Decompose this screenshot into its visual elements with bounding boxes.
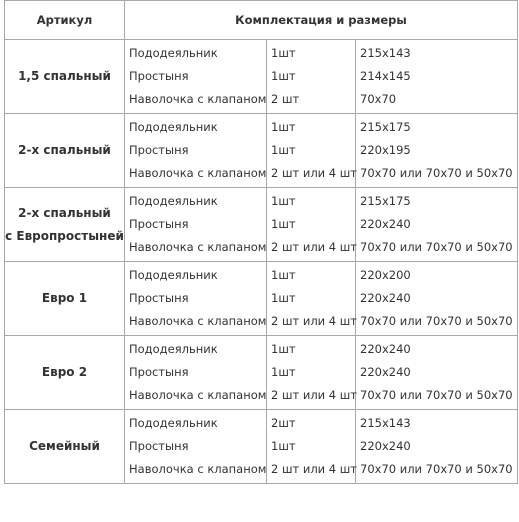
item-quantity-cell — [267, 262, 356, 336]
item-quantity-cell — [267, 114, 356, 188]
item-name-cell — [125, 188, 267, 262]
item-name: Наволочка с клапаном — [129, 388, 267, 402]
item-quantity: 1шт — [271, 439, 296, 453]
item-name: Пододеяльник — [129, 120, 218, 134]
item-size: 220х240 — [360, 217, 411, 231]
item-size: 220х240 — [360, 291, 411, 305]
item-quantity: 2 шт или 4 шт — [271, 462, 357, 476]
item-name-cell — [125, 262, 267, 336]
item-name: Простыня — [129, 143, 189, 157]
item-quantity: 2 шт — [271, 92, 300, 106]
article-name: с Европростыней — [5, 228, 124, 243]
article-name: Евро 1 — [41, 291, 88, 305]
item-quantity: 1шт — [271, 268, 296, 282]
item-quantity: 2 шт или 4 шт — [271, 240, 357, 254]
article-name: Семейный — [29, 439, 100, 453]
article-cell — [5, 262, 125, 336]
item-name: Пододеяльник — [129, 342, 218, 356]
bedding-size-table — [4, 0, 518, 484]
item-quantity: 1шт — [271, 120, 296, 134]
item-quantity: 2 шт или 4 шт — [271, 166, 357, 180]
item-quantity-cell — [267, 188, 356, 262]
item-size: 215х143 — [360, 46, 411, 60]
item-name-cell — [125, 114, 267, 188]
item-quantity: 2 шт или 4 шт — [271, 388, 357, 402]
item-name-cell — [125, 40, 267, 114]
table-row — [5, 114, 518, 188]
table-row — [5, 336, 518, 410]
item-size: 220х195 — [360, 143, 411, 157]
item-name: Пододеяльник — [129, 416, 218, 430]
table-row — [5, 262, 518, 336]
item-size-cell — [356, 188, 518, 262]
item-quantity: 1шт — [271, 365, 296, 379]
table-row — [5, 188, 518, 262]
article-name: 2-х спальный — [18, 205, 111, 220]
item-name-cell — [125, 336, 267, 410]
table-header-row — [5, 1, 518, 40]
article-name: 2-х спальный — [18, 143, 111, 157]
item-size-cell — [356, 40, 518, 114]
item-size: 70х70 или 70х70 и 50х70 — [360, 314, 513, 328]
item-size: 214х145 — [360, 69, 411, 83]
item-quantity: 1шт — [271, 194, 296, 208]
item-size-cell — [356, 410, 518, 484]
table-row — [5, 410, 518, 484]
item-name: Пододеяльник — [129, 46, 218, 60]
item-name: Простыня — [129, 291, 189, 305]
item-size: 70х70 или 70х70 и 50х70 — [360, 388, 513, 402]
item-quantity: 1шт — [271, 69, 296, 83]
item-size: 215х143 — [360, 416, 411, 430]
item-quantity-cell — [267, 336, 356, 410]
item-name: Пододеяльник — [129, 268, 218, 282]
item-name-cell — [125, 410, 267, 484]
item-size-cell — [356, 114, 518, 188]
article-cell — [5, 188, 125, 262]
item-size: 70х70 — [360, 92, 397, 106]
article-name: Евро 2 — [41, 365, 88, 379]
item-name: Пододеяльник — [129, 194, 218, 208]
article-cell — [5, 114, 125, 188]
item-size-cell — [356, 262, 518, 336]
item-size: 220х240 — [360, 342, 411, 356]
item-quantity: 1шт — [271, 143, 296, 157]
item-name: Наволочка с клапаном — [129, 92, 267, 106]
item-quantity: 1шт — [271, 217, 296, 231]
item-size: 220х240 — [360, 439, 411, 453]
item-quantity-cell — [267, 40, 356, 114]
item-size: 215х175 — [360, 194, 411, 208]
item-name: Простыня — [129, 69, 189, 83]
item-quantity: 2 шт или 4 шт — [271, 314, 357, 328]
item-size: 215х175 — [360, 120, 411, 134]
article-cell — [5, 336, 125, 410]
article-cell — [5, 410, 125, 484]
item-quantity: 1шт — [271, 342, 296, 356]
item-quantity: 2шт — [271, 416, 296, 430]
article-cell — [5, 40, 125, 114]
item-quantity: 1шт — [271, 291, 296, 305]
item-quantity-cell — [267, 410, 356, 484]
header-article: Артикул — [5, 1, 125, 40]
item-size: 70х70 или 70х70 и 50х70 — [360, 240, 513, 254]
item-name: Простыня — [129, 217, 189, 231]
item-size-cell — [356, 336, 518, 410]
item-name: Наволочка с клапаном — [129, 462, 267, 476]
item-name: Простыня — [129, 365, 189, 379]
item-name: Простыня — [129, 439, 189, 453]
header-contents: Комплектация и размеры — [125, 1, 518, 40]
table-row — [5, 40, 518, 114]
item-quantity: 1шт — [271, 46, 296, 60]
item-name: Наволочка с клапаном — [129, 314, 267, 328]
item-name: Наволочка с клапаном — [129, 166, 267, 180]
item-size: 220х240 — [360, 365, 411, 379]
item-size: 70х70 или 70х70 и 50х70 — [360, 166, 513, 180]
item-size: 70х70 или 70х70 и 50х70 — [360, 462, 513, 476]
article-name: 1,5 спальный — [18, 69, 111, 83]
item-size: 220х200 — [360, 268, 411, 282]
item-name: Наволочка с клапаном — [129, 240, 267, 254]
